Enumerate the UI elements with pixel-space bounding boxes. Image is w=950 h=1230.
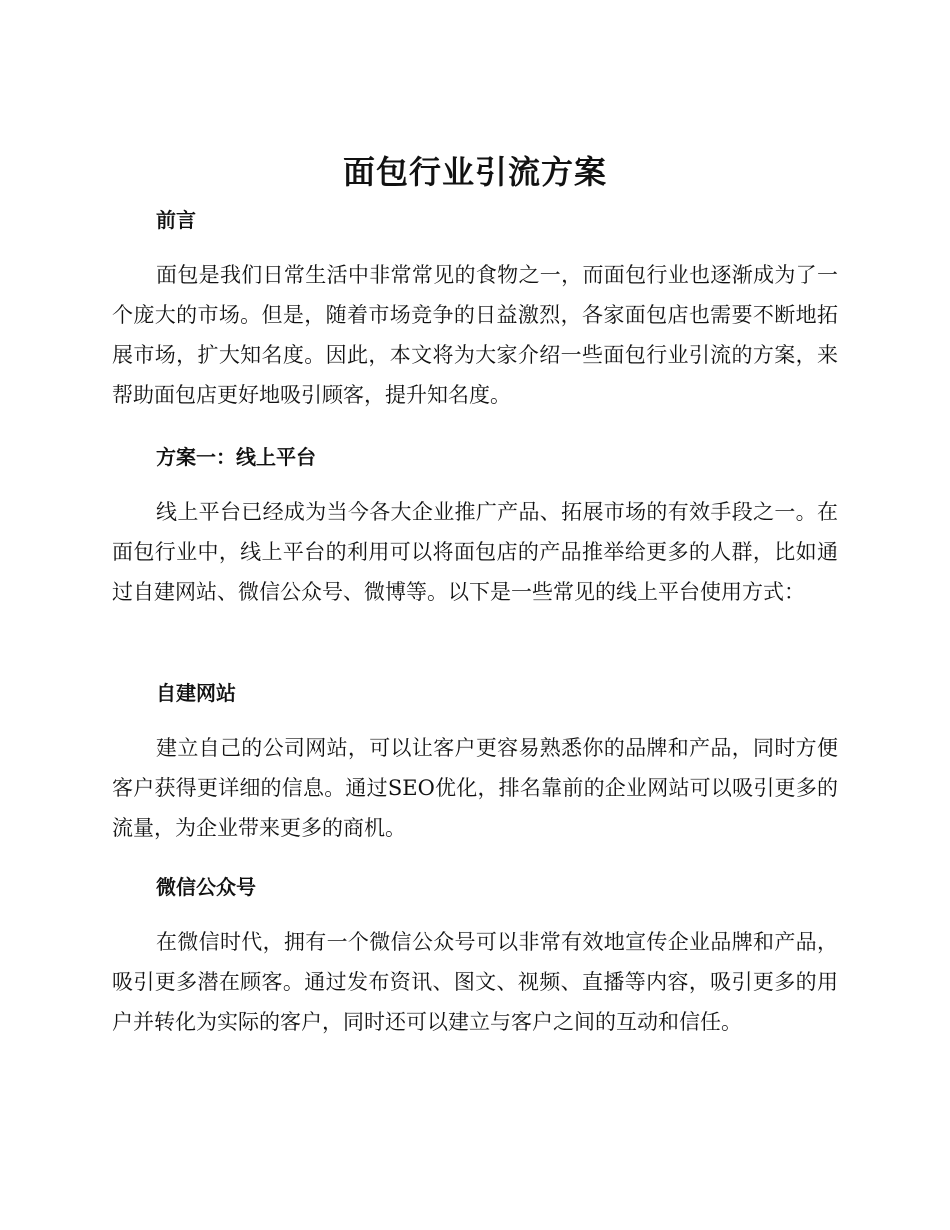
section-heading-preface: 前言 [156, 208, 196, 232]
section-heading-plan-one: 方案一：线上平台 [156, 445, 316, 469]
section-paragraph-own-website: 建立自己的公司网站，可以让客户更容易熟悉你的品牌和产品，同时方便客户获得更详细的信息。通过SEO优化，排名靠前的企业网站可以吸引更多的流量，为企业带来更多的商机。 [112, 736, 838, 840]
document-title: 面包行业引流方案 [342, 153, 607, 191]
section-paragraph-wechat: 在微信时代，拥有一个微信公众号可以非常有效地宣传企业品牌和产品，吸引更多潜在顾客。通过发布资讯、图文、视频、直播等内容，吸引更多的用户并转化为实际的客户，同时还可以建立与客户之间的互动和信任。 [112, 930, 838, 1034]
section-heading-own-website: 自建网站 [156, 681, 236, 705]
section-paragraph-preface: 面包是我们日常生活中非常常见的食物之一，而面包行业也逐渐成为了一个庞大的市场。但是，随着市场竞争的日益激烈，各家面包店也需要不断地拓展市场，扩大知名度。因此，本文将为大家介绍一些面包行业引流的方案，来帮助面包店更好地吸引顾客，提升知名度。 [112, 263, 838, 407]
section-paragraph-plan-one: 线上平台已经成为当今各大企业推广产品、拓展市场的有效手段之一。在面包行业中，线上平台的利用可以将面包店的产品推举给更多的人群，比如通过自建网站、微信公众号、微博等。以下是一些常见的线上平台使用方式： [112, 500, 838, 604]
section-heading-wechat: 微信公众号 [156, 875, 256, 899]
